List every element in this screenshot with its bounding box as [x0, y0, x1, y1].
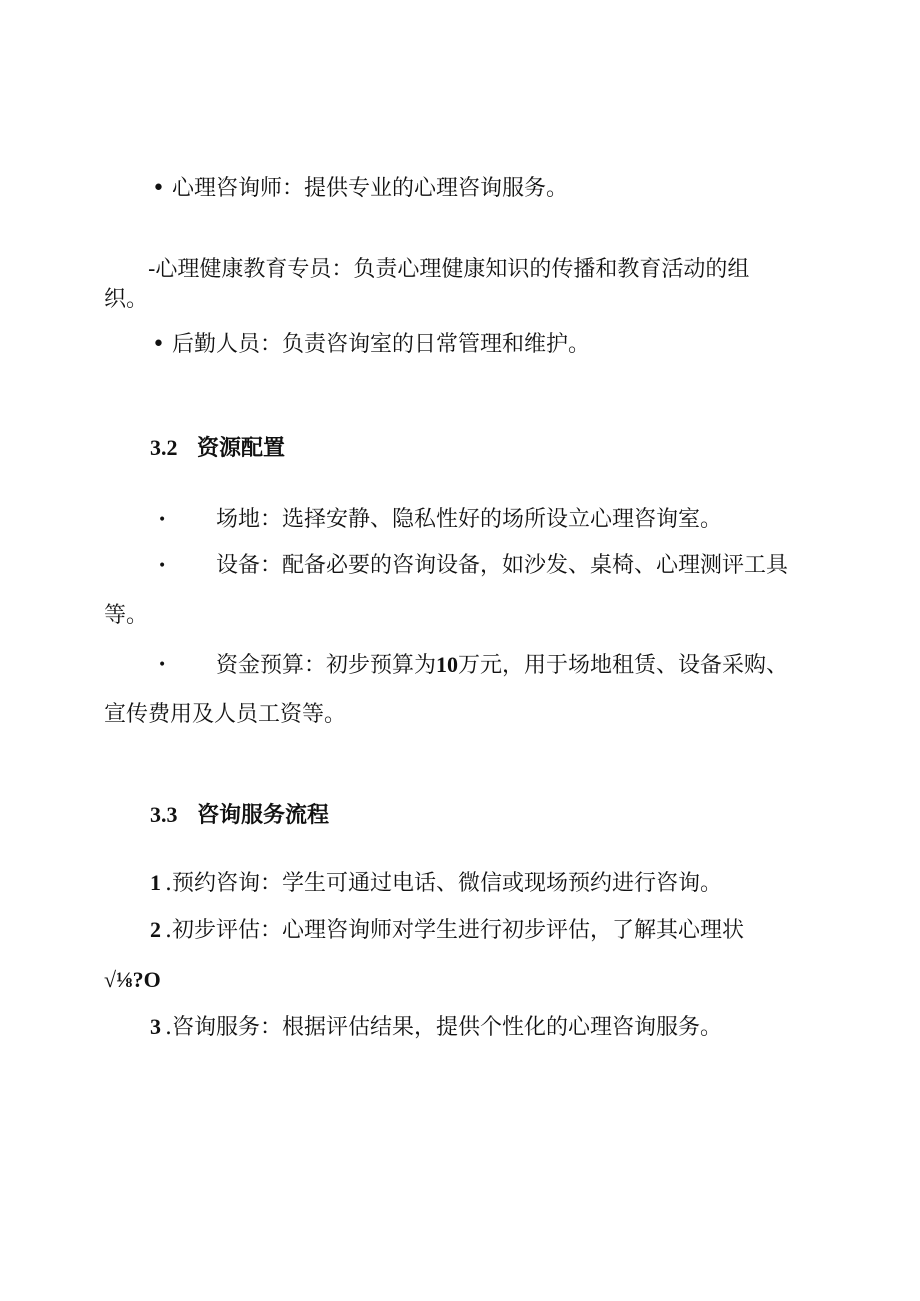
bullet: •: [152, 176, 165, 201]
role-logistics: 后勤人员：负责咨询室的日常管理和维护。: [172, 332, 591, 357]
heading-title: 咨询服务流程: [197, 802, 330, 827]
resource-equipment-cont: 等。: [104, 603, 149, 628]
resource-budget: [216, 650, 788, 681]
role-education-specialist: -心理健康教育专员：负责心理健康知识的传播和教育活动的组: [148, 257, 750, 282]
resource-budget-cont: 宣传费用及人员工资等。: [104, 702, 347, 727]
step-text: .预约咨询：学生可通过电话、微信或现场预约进行咨询。: [165, 871, 722, 896]
resource-venue: 场地：选择安静、隐私性好的场所设立心理咨询室。: [216, 507, 723, 532]
process-step-2: [150, 915, 744, 946]
section-heading-3-3: [150, 800, 329, 830]
step-number: 3: [150, 1014, 161, 1039]
heading-number: 3.2: [150, 435, 178, 460]
role-counselor: 心理咨询师：提供专业的心理咨询服务。: [172, 176, 569, 201]
process-step-3: [150, 1012, 722, 1043]
step-number: 1: [150, 870, 161, 895]
process-step-2-cont: √⅛?O: [104, 967, 161, 992]
budget-text-c: 万元，用于场地租赁、设备采购、: [458, 653, 789, 678]
budget-text-a: 资金预算：初步预算为: [216, 653, 437, 678]
bullet: •: [158, 558, 167, 574]
resource-equipment: 设备：配备必要的咨询设备，如沙发、桌椅、心理测评工具: [216, 553, 789, 578]
step-text: .初步评估：心理咨询师对学生进行初步评估，了解其心理状: [165, 918, 744, 943]
role-education-specialist-cont: 织。: [104, 287, 149, 312]
heading-number: 3.3: [150, 802, 178, 827]
bullet: •: [152, 332, 165, 357]
bullet: •: [158, 512, 167, 528]
bullet: •: [158, 657, 167, 673]
step-number: 2: [150, 917, 161, 942]
step-text: .咨询服务：根据评估结果，提供个性化的心理咨询服务。: [165, 1015, 722, 1040]
section-heading-3-2: [150, 433, 285, 463]
heading-title: 资源配置: [197, 435, 286, 460]
budget-amount: 10: [436, 652, 459, 677]
process-step-1: [150, 868, 722, 899]
